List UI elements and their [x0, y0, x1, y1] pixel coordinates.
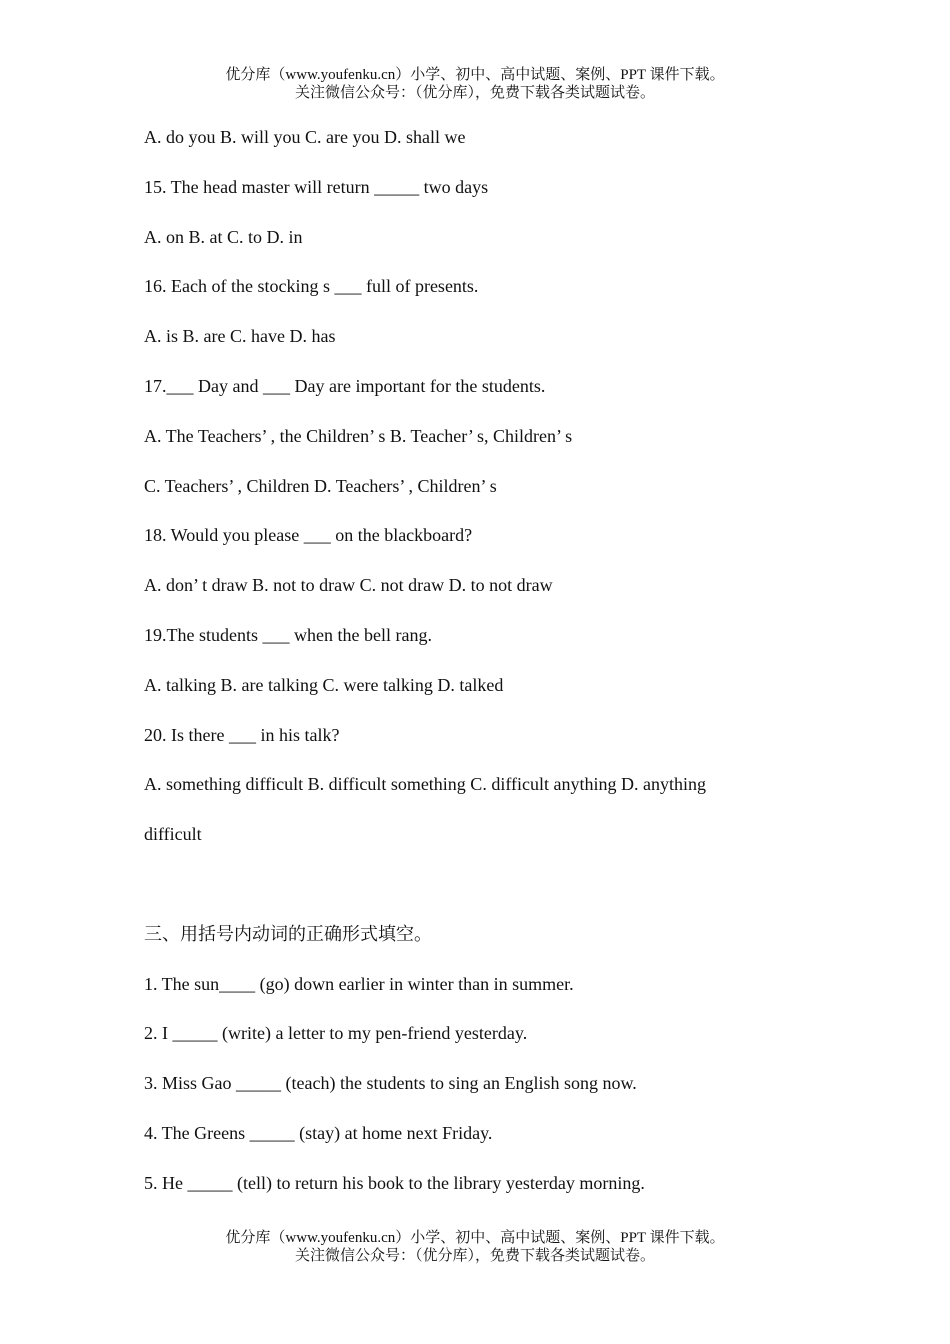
- q18-question: 18. Would you please ___ on the blackboard?: [144, 525, 473, 546]
- section-3-item-3: 3. Miss Gao _____ (teach) the students to sing an English song now.: [144, 1073, 637, 1094]
- section-3-item-4: 4. The Greens _____ (stay) at home next Friday.: [144, 1122, 493, 1143]
- section-3-item-5: 5. He _____ (tell) to return his book to the library yesterday morning.: [144, 1172, 645, 1193]
- section-3-item-1: 1. The sun____ (go) down earlier in winter than in summer.: [144, 973, 574, 994]
- q17-options-cd: C. Teachers’ , Children D. Teachers’ , Children’ s: [144, 475, 497, 496]
- q16-options: A. is B. are C. have D. has: [144, 326, 336, 347]
- q18-options: A. don’ t draw B. not to draw C. not draw D. to not draw: [144, 575, 553, 596]
- q14-options: A. do you B. will you C. are you D. shall we: [144, 127, 466, 147]
- q19-question: 19.The students ___ when the bell rang.: [144, 624, 432, 645]
- q19-options: A. talking B. are talking C. were talking D. talked: [144, 674, 504, 695]
- q15-question: 15. The head master will return _____ two days: [144, 176, 489, 197]
- section-3-title: 三、用括号内动词的正确形式填空。: [144, 923, 432, 944]
- q20-options: A. something difficult B. difficult something C. difficult anything D. anything: [144, 774, 706, 795]
- page-header: [0, 66, 950, 102]
- q15-options: A. on B. at C. to D. in: [144, 226, 303, 247]
- section-3-item-2: 2. I _____ (write) a letter to my pen-friend yesterday.: [144, 1023, 528, 1044]
- page-footer: [0, 1229, 950, 1265]
- q20-question: 20. Is there ___ in his talk?: [144, 724, 340, 745]
- q17-question: 17.___ Day and ___ Day are important for the students.: [144, 375, 546, 396]
- header-line-1: 优分库（www.youfenku.cn）小学、初中、高中试题、案例、PPT 课件下载。: [225, 67, 725, 83]
- q20-options-continued: difficult: [144, 824, 202, 845]
- footer-line-1: 优分库（www.youfenku.cn）小学、初中、高中试题、案例、PPT 课件下载。: [225, 1230, 725, 1246]
- document-body: [144, 124, 784, 1220]
- q16-question: 16. Each of the stocking s ___ full of presents.: [144, 276, 479, 297]
- footer-line-2: 关注微信公众号：（优分库），免费下载各类试题试卷。: [294, 1248, 655, 1264]
- header-line-2: 关注微信公众号：（优分库），免费下载各类试题试卷。: [294, 85, 655, 101]
- q17-options-ab: A. The Teachers’ , the Children’ s B. Teacher’ s, Children’ s: [144, 425, 573, 446]
- section-spacer: [144, 871, 784, 921]
